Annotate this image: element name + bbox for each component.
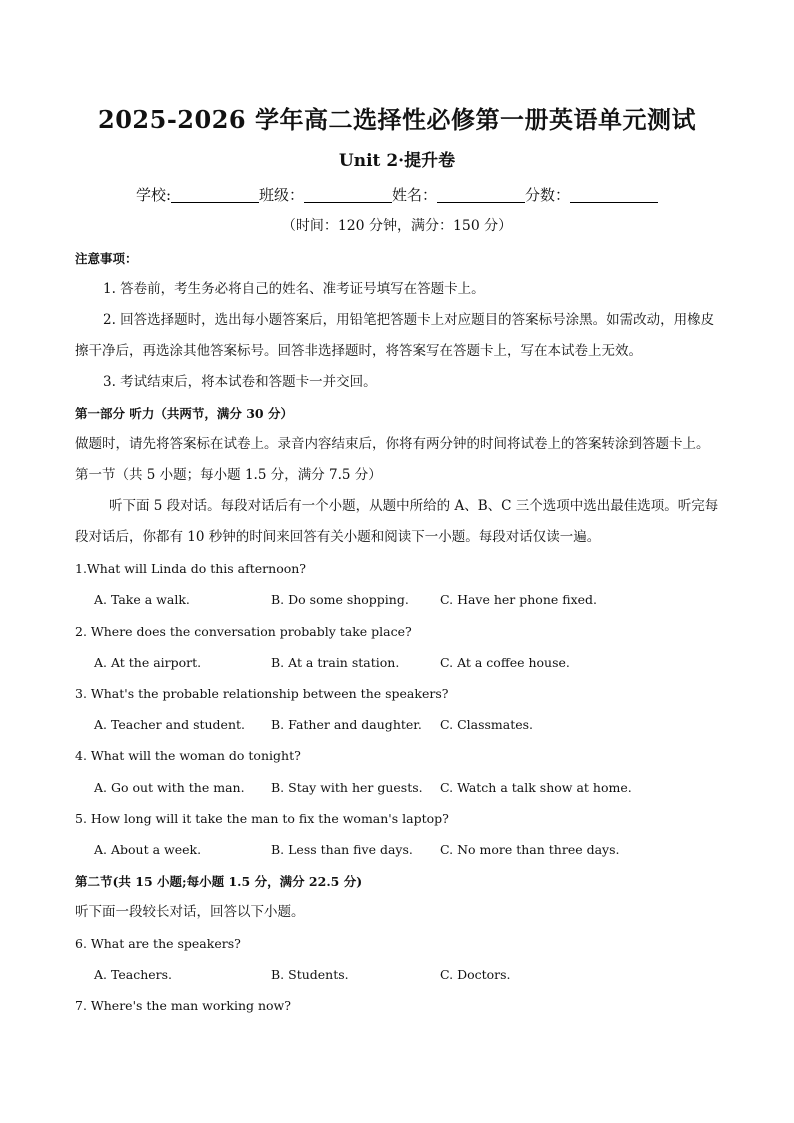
time-info: （时间：120 分钟，满分：150 分） [281, 218, 513, 234]
school-blank [171, 186, 259, 203]
class-label: 班级： [259, 186, 305, 204]
note-item: 2. 回答选择题时，选出每小题答案后，用铅笔把答题卡上对应题目的答案标号涂黑。如需改动，用橡皮擦干净后，再选涂其他答案标号。回答非选择题时，将答案写在答题卡上，写在本试卷上无效。 [75, 312, 715, 359]
option-b: B. Students. [271, 967, 349, 982]
option-b: B. Less than five days. [271, 842, 413, 857]
note-item: 1. 答卷前，考生务必将自己的姓名、准考证号填写在答题卡上。 [103, 281, 485, 297]
school-label: 学校: [135, 186, 171, 204]
option-a: A. Teachers. [94, 967, 173, 982]
option-a: A. At the airport. [94, 655, 202, 670]
question-4: 4. What will the woman do tonight? [75, 748, 301, 763]
note-item: 3. 考试结束后，将本试卷和答题卡一并交回。 [103, 374, 377, 390]
option-c: C. Classmates. [440, 717, 534, 732]
option-c: C. Doctors. [440, 967, 511, 982]
part1-instruction: 做题时，请先将答案标在试卷上。录音内容结束后，你将有两分钟的时间将试卷上的答案转涂到答题卡上。 [75, 436, 710, 452]
option-b: B. Father and daughter. [271, 717, 422, 732]
section1-heading: 第一节（共 5 小题；每小题 1.5 分，满分 7.5 分） [75, 467, 382, 483]
name-label: 姓名： [392, 186, 438, 204]
name-blank [437, 186, 525, 203]
exam-title: 2025-2026 学年高二选择性必修第一册英语单元测试 [98, 105, 696, 134]
option-a: A. Take a walk. [94, 592, 190, 607]
score-blank [570, 186, 658, 203]
option-a: A. Go out with the man. [94, 780, 245, 795]
section2-instruction: 听下面一段较长对话，回答以下小题。 [75, 904, 305, 920]
option-a: A. About a week. [94, 842, 202, 857]
option-c: C. Have her phone fixed. [440, 592, 598, 607]
question-7: 7. Where's the man working now? [75, 998, 291, 1013]
question-5: 5. How long will it take the man to fix the woman's laptop? [75, 811, 449, 826]
exam-subtitle: Unit 2·提升卷 [338, 151, 456, 171]
part1-heading: 第一部分 听力（共两节，满分 30 分） [75, 406, 293, 421]
notes-heading: 注意事项： [75, 251, 138, 266]
question-2: 2. Where does the conversation probably take place? [75, 624, 412, 639]
student-info-line [0, 184, 794, 205]
question-3: 3. What's the probable relationship between the speakers? [75, 686, 449, 701]
option-c: C. No more than three days. [440, 842, 620, 857]
option-b: B. At a train station. [271, 655, 400, 670]
option-c: C. Watch a talk show at home. [440, 780, 632, 795]
question-6: 6. What are the speakers? [75, 936, 241, 951]
question-1: 1.What will Linda do this afternoon? [75, 561, 307, 576]
option-b: B. Stay with her guests. [271, 780, 423, 795]
option-c: C. At a coffee house. [440, 655, 570, 670]
option-b: B. Do some shopping. [271, 592, 409, 607]
section1-instruction: 听下面 5 段对话。每段对话后有一个小题，从题中所给的 A、B、C 三个选项中选出最佳选项。听完每段对话后，你都有 10 秒钟的时间来回答有关小题和阅读下一小题。每段对话仅读一遍。 [75, 498, 719, 545]
score-label: 分数： [525, 186, 571, 204]
section2-heading: 第二节(共 15 小题;每小题 1.5 分，满分 22.5 分) [75, 874, 363, 889]
option-a: A. Teacher and student. [94, 717, 246, 732]
class-blank [304, 186, 392, 203]
